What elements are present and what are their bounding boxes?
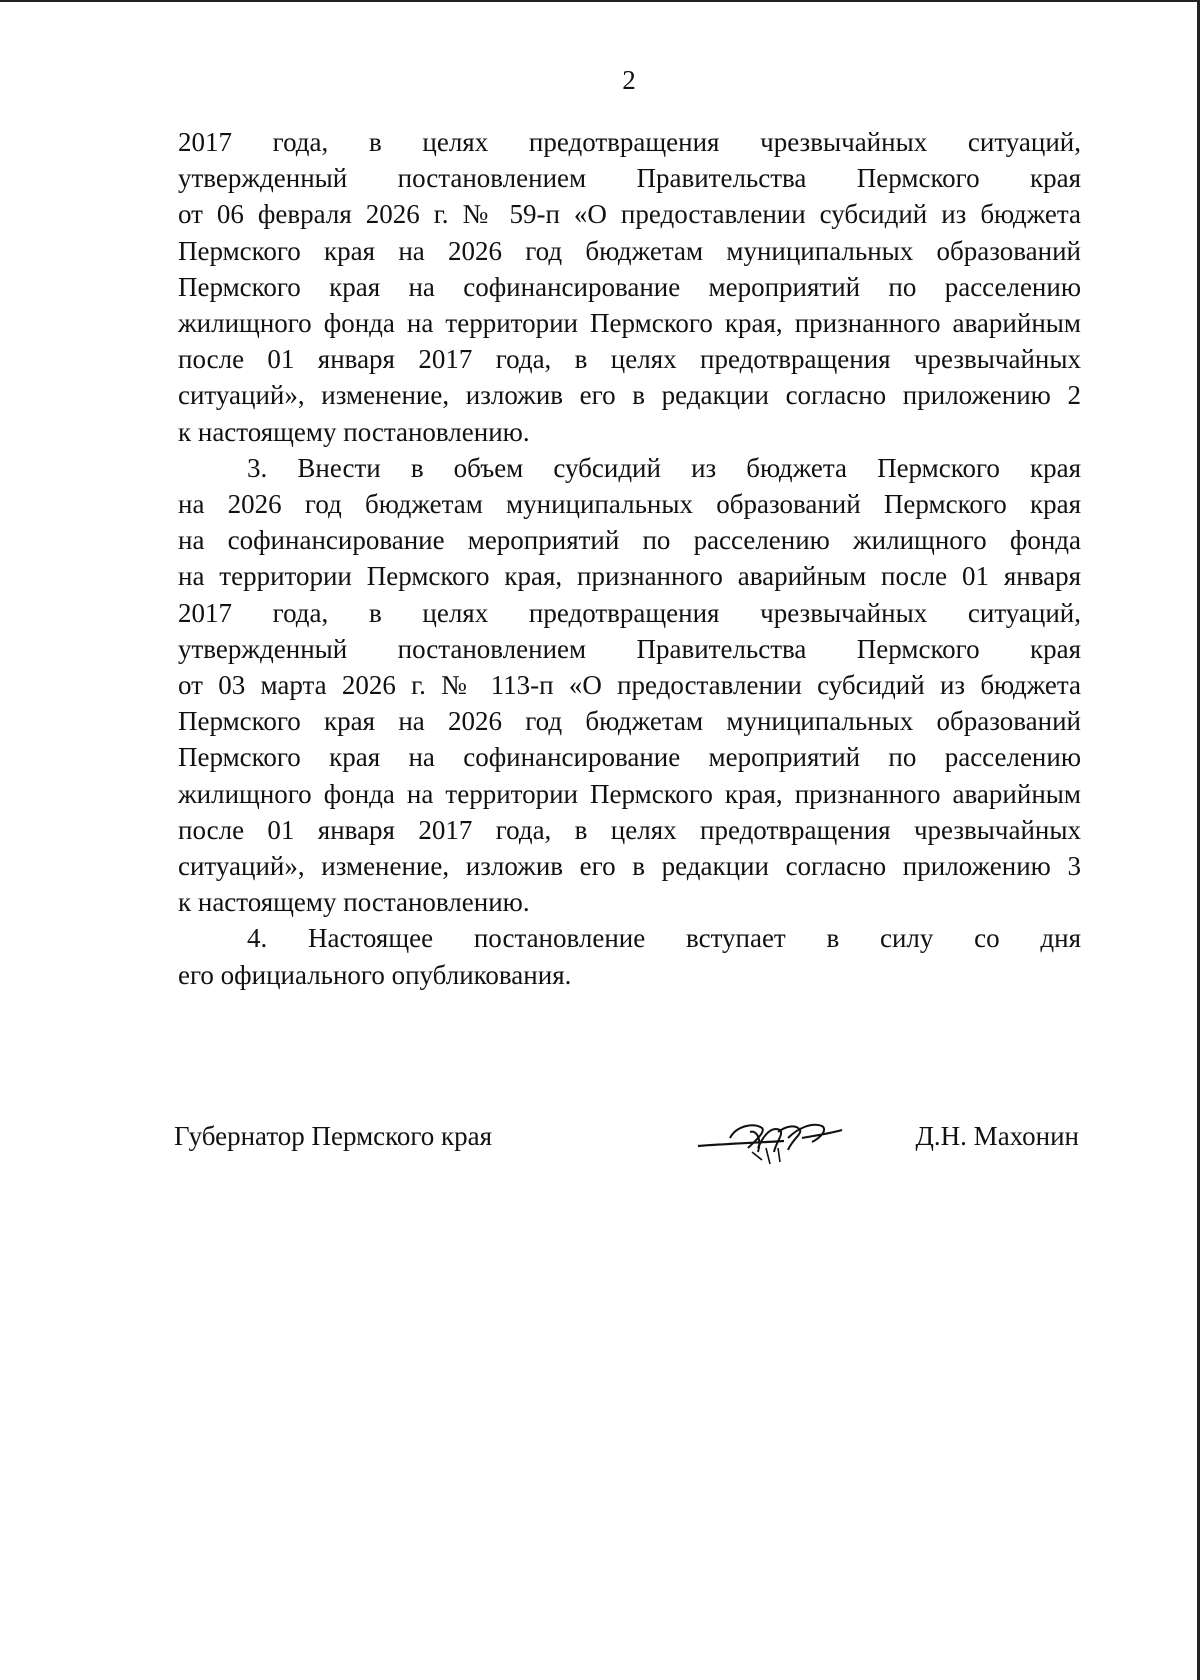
- text-line: ситуаций», изменение, изложив его в редакции согласно приложению 2: [178, 380, 1081, 411]
- text-line: утвержденный постановлением Правительства Пермского края: [178, 163, 1081, 194]
- signatory-position: Губернатор Пермского края: [174, 1121, 493, 1151]
- text-line: Пермского края на 2026 год бюджетам муниципальных образований: [178, 235, 1081, 266]
- text-line: после 01 января 2017 года, в целях предотвращения чрезвычайных: [178, 814, 1081, 845]
- text-line: 4. Настоящее постановление вступает в силу со дня: [247, 923, 1081, 954]
- text-line: Пермского края на софинансирование мероприятий по расселению: [178, 271, 1081, 302]
- page-number: 2: [622, 65, 636, 95]
- text-line: от 06 февраля 2026 г. № 59-п «О предоставлении субсидий из бюджета: [178, 199, 1081, 230]
- paragraph: [178, 450, 1081, 921]
- paragraph: [178, 124, 1081, 450]
- text-line: к настоящему постановлению.: [178, 887, 530, 918]
- scan-top-edge: [0, 0, 1200, 2]
- text-line: на 2026 год бюджетам муниципальных образований Пермского края: [178, 489, 1081, 520]
- text-line: после 01 января 2017 года, в целях предотвращения чрезвычайных: [178, 344, 1081, 375]
- text-line: Пермского края на софинансирование мероприятий по расселению: [178, 742, 1081, 773]
- text-line: ситуаций», изменение, изложив его в редакции согласно приложению 3: [178, 851, 1081, 882]
- signatory-name: Д.Н. Махонин: [915, 1121, 1079, 1151]
- text-line: жилищного фонда на территории Пермского края, признанного аварийным: [178, 778, 1081, 809]
- text-line: 2017 года, в целях предотвращения чрезвычайных ситуаций,: [178, 597, 1081, 628]
- text-line: Пермского края на 2026 год бюджетам муниципальных образований: [178, 706, 1081, 737]
- text-line: к настоящему постановлению.: [178, 416, 530, 447]
- text-line: от 03 марта 2026 г. № 113-п «О предоставлении субсидий из бюджета: [178, 670, 1081, 701]
- text-line: 3. Внести в объем субсидий из бюджета Пермского края: [247, 452, 1081, 483]
- text-line: на территории Пермского края, признанного аварийным после 01 января: [178, 561, 1081, 592]
- text-line: на софинансирование мероприятий по расселению жилищного фонда: [178, 525, 1081, 556]
- text-line: 2017 года, в целях предотвращения чрезвычайных ситуаций,: [178, 127, 1081, 157]
- text-line: жилищного фонда на территории Пермского края, признанного аварийным: [178, 308, 1081, 339]
- handwritten-signature-icon: [692, 1108, 862, 1168]
- document-body: [178, 124, 1081, 993]
- text-line: его официального опубликования.: [178, 959, 572, 990]
- paragraph: [178, 920, 1081, 992]
- signature-block: [174, 1118, 1079, 1178]
- text-line: утвержденный постановлением Правительства Пермского края: [178, 633, 1081, 664]
